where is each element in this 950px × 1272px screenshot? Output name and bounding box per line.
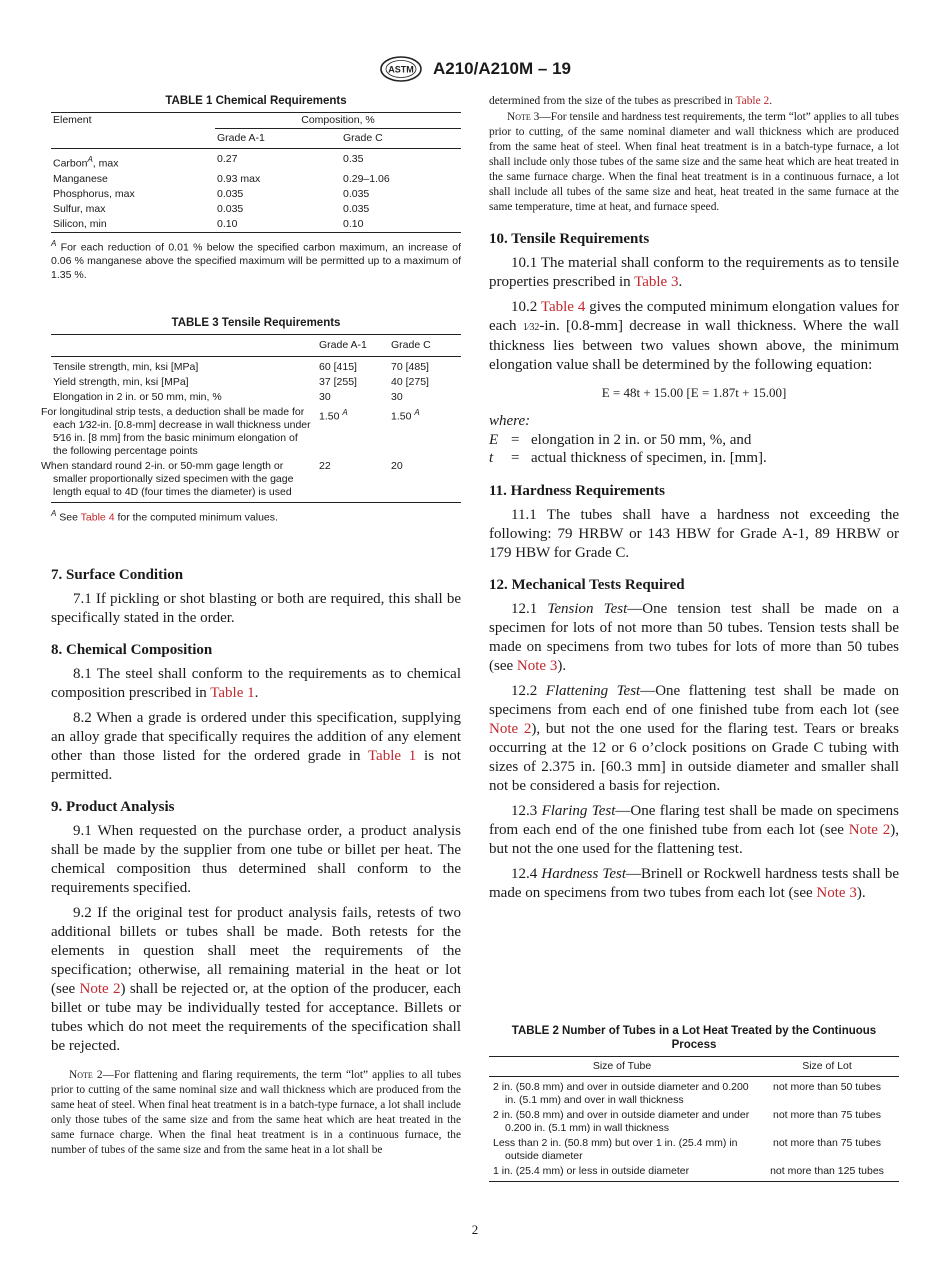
- table-row: Silicon, min 0.10 0.10: [51, 217, 461, 233]
- col-grade-c: Grade C: [389, 335, 461, 357]
- table-1-link[interactable]: Table 1: [210, 684, 255, 701]
- table-3-caption: TABLE 3 Tensile Requirements: [171, 317, 341, 329]
- table-2-grid: [489, 1056, 899, 1182]
- para-9-2: 9.2 If the original test for product analysis fails, retests of two additional billets or tubes shall be made. Both retests for the elements in question shall meet the requirements of the specification; otherwise, all remaining material in the heat or lot (see Note 2) shall be rejected or, at the option of the producer, each billet or tube may be individually tested for acceptance. Billets or tubes which do not meet the requirements of the specification shall be rejected.: [51, 904, 461, 1054]
- table-2-link[interactable]: Table 2: [735, 95, 770, 107]
- col-composition: Composition, %: [215, 113, 461, 129]
- section-8-heading: 8. Chemical Composition: [51, 641, 213, 658]
- page-header: [0, 56, 950, 82]
- para-12-2: 12.2 Flattening Test—One flattening test shall be made on specimens from each end of one finished tube from each lot (see Note 2), but not the one used for the flaring test. Tears or breaks occurring at the 12 or 6 o’clock positions on Grade C tubing with sizes of 2.375 in. [60.3 mm] in outside diameter and smaller shall not be considered a basis for rejection.: [489, 683, 899, 794]
- table-row: Phosphorus, max 0.035 0.035: [53, 187, 370, 200]
- note-2-continued: determined from the size of the tubes as prescribed in Table 2.: [489, 95, 773, 107]
- col-size-of-tube: Size of Tube: [489, 1057, 755, 1077]
- table-4-link[interactable]: Table 4: [80, 511, 115, 524]
- para-8-2: 8.2 When a grade is ordered under this specification, supplying an alloy grade that specifically requires the addition of any element other than those listed for the ordered grade in Table 1 is not permitted.: [51, 709, 461, 783]
- section-10-heading: 10. Tensile Requirements: [489, 231, 650, 247]
- note-3-link[interactable]: Note 3: [816, 885, 857, 901]
- note-2-link[interactable]: Note 2: [79, 980, 121, 997]
- table-row: 2 in. (50.8 mm) and over in outside diameter and 0.200 in. (5.1 mm) and over in wall thickness not more than 50 tubes: [489, 1077, 899, 1109]
- note-3: Note 3—For tensile and hardness test requirements, the term “lot” applies to all tubes prior to cutting, of the same nominal diameter and wall thickness which are produced from the same heat of steel. When final heat treatment is in a batch-type furnace, a lot shall include only those tubes of the same size and the same heat which are heat treated in the same furnace charge. When the final heat treatment is in a continuous furnace, a lot shall include all tubes of the same size and heat, heat treated in the same furnace at the same temperature, time at heat, and furnace speed.: [489, 111, 899, 213]
- elongation-equation: E = 48t + 15.00 [E = 1.87t + 15.00]: [601, 385, 787, 400]
- table-row: 2 in. (50.8 mm) and over in outside diameter and under 0.200 in. (5.1 mm) in wall thickness not more than 75 tubes: [493, 1109, 881, 1134]
- col-grade-a1: Grade A-1: [215, 129, 341, 149]
- astm-logo-icon: [379, 56, 423, 82]
- table-row: Carbon$^A$, max: [51, 149, 215, 172]
- table-2: [489, 1024, 899, 1182]
- col-size-of-lot: Size of Lot: [755, 1057, 899, 1077]
- table-3: [41, 316, 461, 525]
- table-row: Manganese 0.93 max 0.29–1.06: [53, 172, 390, 185]
- where-label: where:: [489, 413, 531, 429]
- para-11-1: 11.1 The tubes shall have a hardness not exceeding the following: 79 HRBW or 143 HBW for Grade A-1, 89 HRBW or 179 HBW for Grade C.: [489, 507, 899, 561]
- table-3-link[interactable]: Table 3: [634, 274, 679, 290]
- note-2-link[interactable]: Note 2: [848, 822, 891, 838]
- para-12-3: 12.3 Flaring Test—One flaring test shall be made on specimens from each end of the one finished tube from each lot (see Note 2), but not the one used for the flattening test.: [489, 803, 900, 857]
- table-row: Tensile strength, min, ksi [MPa] 60 [415] 70 [485]: [51, 357, 461, 376]
- table-row: When standard round 2-in. or 50-mm gage length or smaller proportionally sized specimen with the gage length equal to 4D (four times the diameter) is used 22 20: [51, 459, 461, 503]
- table-1-footnote: $^A$ For each reduction of 0.01 % below the specified carbon maximum, an increase of 0.06 % manganese above the specified maximum will be permitted up to a maximum of 1.35 %.: [51, 238, 461, 281]
- designation-code: A210/A210M – 19: [433, 59, 571, 78]
- definition-t: t = actual thickness of specimen, in. [mm].: [489, 450, 767, 466]
- logo-text: ASTM: [388, 64, 414, 75]
- col-grade-c: Grade C: [341, 129, 461, 149]
- note-2-link[interactable]: Note 2: [489, 721, 532, 737]
- para-10-1: 10.1 The material shall conform to the requirements as to tensile properties prescribed in Table 3.: [489, 255, 899, 290]
- table-2-caption: TABLE 2 Number of Tubes in a Lot Heat Treated by the Continuous Process: [511, 1025, 877, 1051]
- table-3-grid: [41, 334, 461, 503]
- para-10-2: 10.2 Table 4 gives the computed minimum elongation values for each 1⁄32-in. [0.8-mm] decrease in wall thickness. Where the wall thickness lies between two values shown above, the minimum elongation value shall be determined by the following equation:: [489, 299, 899, 373]
- section-11-heading: 11. Hardness Requirements: [489, 483, 665, 499]
- para-12-1: 12.1 Tension Test—One tension test shall be made on a specimen for lots of not more than 50 tubes. Tension tests shall be made on specimens from two tubes for lots of more than 50 tubes (see Note 3).: [489, 601, 899, 674]
- para-9-1: 9.1 When requested on the purchase order, a product analysis shall be made by the supplier from one tube or billet per heat. The chemical composition thus determined shall conform to the requirements specified.: [51, 822, 461, 896]
- section-7-heading: 7. Surface Condition: [51, 566, 184, 583]
- section-12-heading: 12. Mechanical Tests Required: [489, 577, 685, 593]
- para-7-1: 7.1 If pickling or shot blasting or both are required, this shall be specifically stated in the order.: [51, 590, 461, 626]
- right-column: [489, 94, 899, 903]
- definition-e: E = elongation in 2 in. or 50 mm, %, and: [489, 432, 752, 448]
- table-row: Yield strength, min, ksi [MPa] 37 [255] 40 [275]: [53, 376, 429, 388]
- para-12-4: 12.4 Hardness Test—Brinell or Rockwell hardness tests shall be made on specimens from two tubes from each lot (see Note 3).: [489, 866, 899, 901]
- table-1: [51, 94, 461, 282]
- table-3-footnote: $^A$ See Table 4 for the computed minimum values.: [51, 509, 278, 524]
- table-4-link[interactable]: Table 4: [540, 299, 586, 315]
- table-row: Sulfur, max 0.035 0.035: [53, 202, 370, 215]
- table-1-caption: TABLE 1 Chemical Requirements: [165, 95, 347, 107]
- note-3-link[interactable]: Note 3: [516, 658, 558, 674]
- table-row: Less than 2 in. (50.8 mm) but over 1 in. (25.4 mm) in outside diameter not more than 75 tubes: [493, 1137, 881, 1162]
- table-row: 1 in. (25.4 mm) or less in outside diameter not more than 125 tubes: [489, 1164, 899, 1182]
- note-2: Note 2—For flattening and flaring requirements, the term “lot” applies to all tubes prior to cutting of the same nominal size and wall thickness which are produced from the same heat of steel. When final heat treatment is in a batch-type furnace, a lot shall include only those tubes of the same size and from the same heat which are heat treated in the same furnace charge. When the final heat treatment is in a continuous furnace, the number of tubes of the same size and from the same heat in a lot shall be: [51, 1068, 461, 1156]
- para-8-1: 8.1 The steel shall conform to the requirements as to chemical composition prescribed in Table 1.: [51, 665, 461, 701]
- section-9-heading: 9. Product Analysis: [51, 798, 175, 815]
- table-row: For longitudinal strip tests, a deduction shall be made for each 1⁄32-in. [0.8-mm] decrease in wall thickness under 5⁄16 in. [8 mm] from the basic minimum elongation of the following percentage points 1.50 $^A$ 1.50 $^A$: [41, 406, 420, 457]
- col-element: Element: [51, 113, 215, 129]
- page-number: 2: [471, 1222, 479, 1237]
- col-grade-a1: Grade A-1: [317, 335, 389, 357]
- table-row: Elongation in 2 in. or 50 mm, min, % 30 30: [53, 391, 403, 403]
- table-1-link[interactable]: Table 1: [367, 747, 417, 764]
- table-1-grid: Element Composition, % Grade A-1 Grade C Carbon$^A$, max 0.27 0.35 Manganese 0.93 max 0.29–1.06 Phosphorus, max 0.035 0.035 Sulfur, max 0.035 0.035 Silicon, min 0.10 0.10: [51, 112, 461, 233]
- left-column: [41, 94, 461, 1158]
